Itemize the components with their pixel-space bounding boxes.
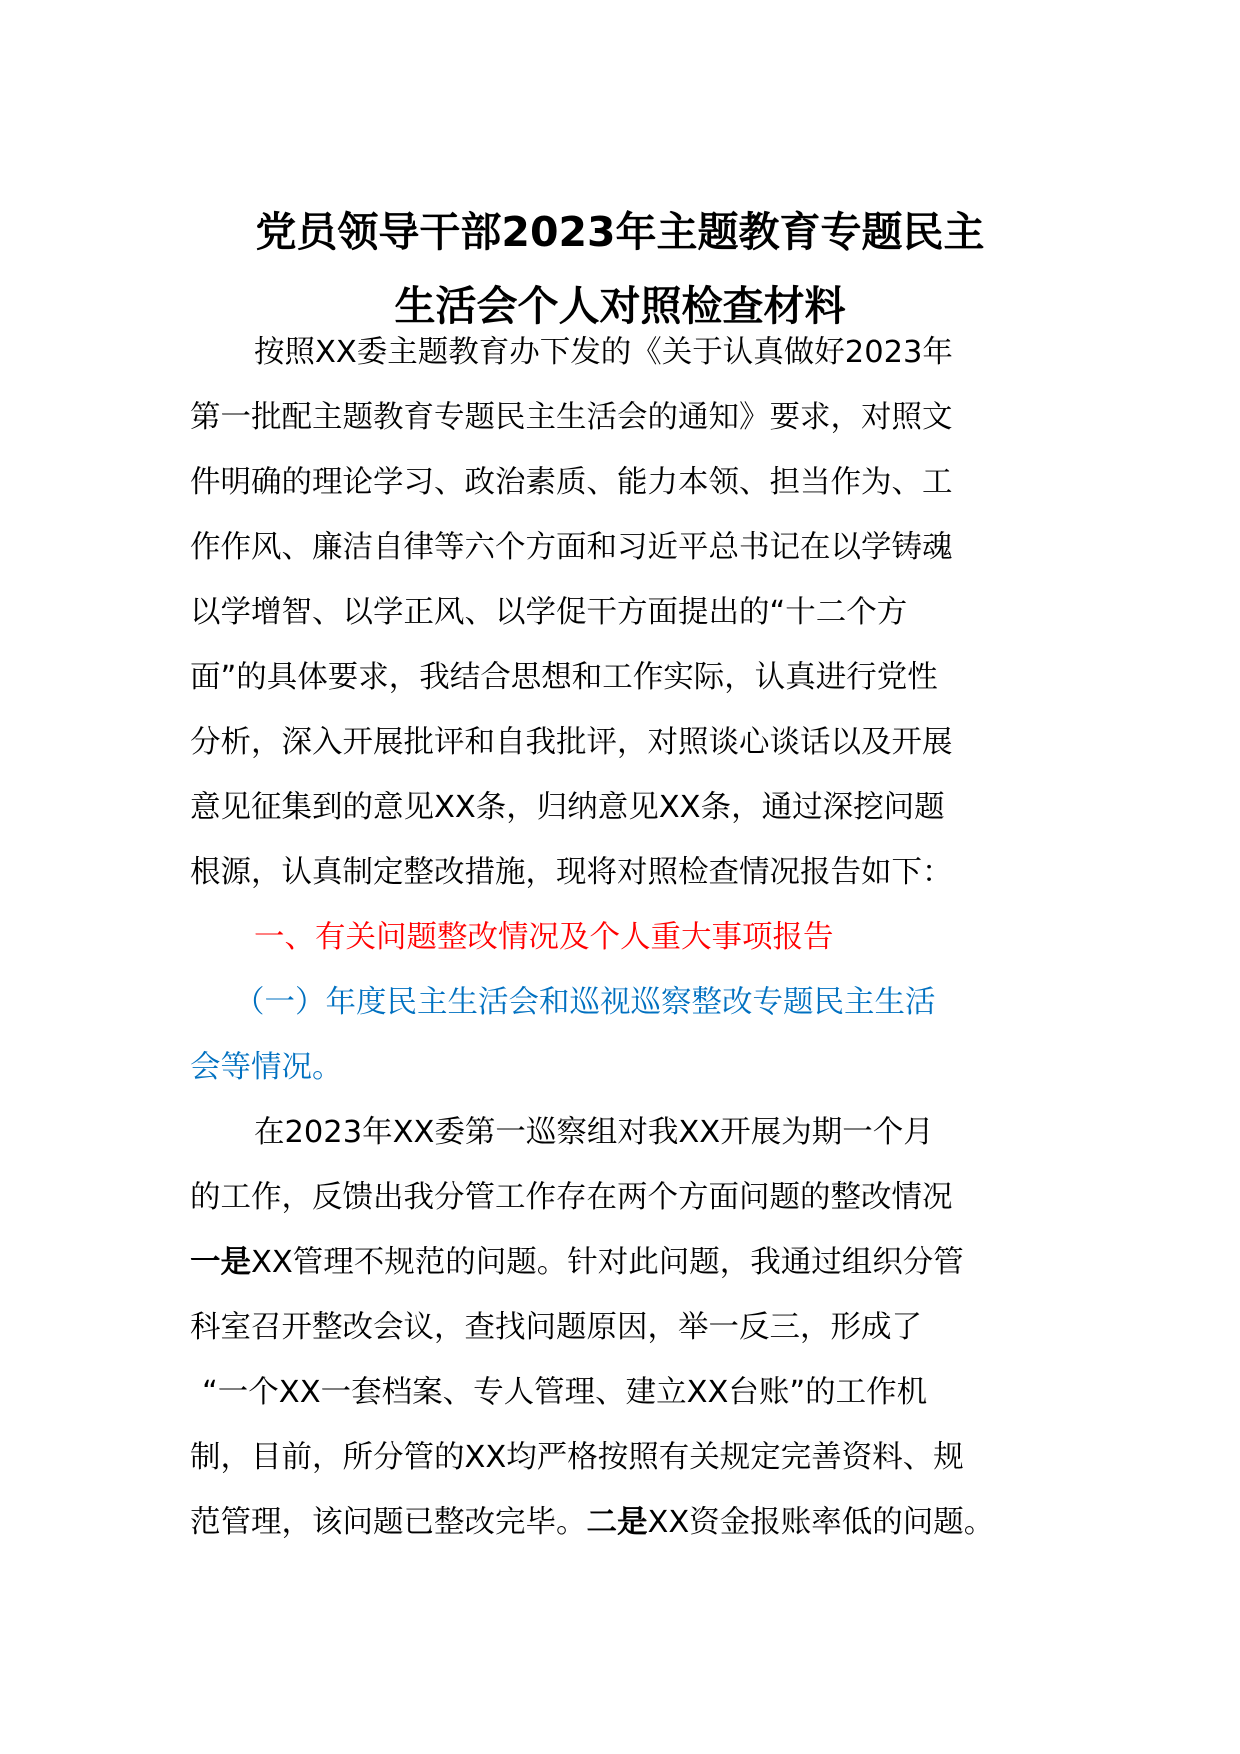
intro-line: 按照XX委主题教育办下发的《关于认真做好2023年 bbox=[254, 335, 953, 370]
intro-line: 分析，深入开展批评和自我批评，对照谈心谈话以及开展 bbox=[190, 725, 953, 760]
subsection-heading-1-line-1: （一）年度民主生活会和巡视巡察整改专题民主生活 bbox=[234, 985, 936, 1020]
intro-line: 第一批配主题教育专题民主生活会的通知》要求，对照文 bbox=[190, 400, 953, 435]
intro-line: 根源，认真制定整改措施，现将对照检查情况报告如下： bbox=[190, 855, 953, 890]
paragraph-2-line: 的工作，反馈出我分管工作存在两个方面问题的整改情况 bbox=[190, 1180, 953, 1215]
intro-paragraph bbox=[190, 320, 1070, 1555]
point-one-text: XX管理不规范的问题。针对此问题，我通过组织分管 bbox=[251, 1245, 964, 1280]
point-two-text: XX资金报账率低的问题。 bbox=[647, 1505, 995, 1540]
subsection-heading-1-line-2: 会等情况。 bbox=[190, 1050, 343, 1085]
point-two-label: 二是 bbox=[586, 1505, 648, 1540]
paragraph-2-line bbox=[190, 1230, 1070, 1295]
title-line-2: 生活会个人对照检查材料 bbox=[394, 282, 846, 330]
intro-line: 意见征集到的意见XX条，归纳意见XX条，通过深挖问题 bbox=[190, 790, 945, 825]
paragraph-2-line: 科室召开整改会议，查找问题原因，举一反三，形成了 bbox=[190, 1310, 922, 1345]
paragraph-2-line: “一个XX一套档案、专人管理、建立XX台账”的工作机 bbox=[202, 1375, 928, 1410]
intro-line: 件明确的理论学习、政治素质、能力本领、担当作为、工 bbox=[190, 465, 953, 500]
paragraph-2-line bbox=[190, 1490, 1070, 1555]
point-one-label: 一是 bbox=[190, 1245, 251, 1280]
intro-line: 以学增智、以学正风、以学促干方面提出的“十二个方 bbox=[190, 595, 908, 630]
point-one-conclusion: 范管理，该问题已整改完毕。 bbox=[190, 1505, 587, 1540]
paragraph-2-line: 制，目前，所分管的XX均严格按照有关规定完善资料、规 bbox=[190, 1440, 964, 1475]
intro-line: 作作风、廉洁自律等六个方面和习近平总书记在以学铸魂 bbox=[190, 530, 953, 565]
title-line-1: 党员领导干部2023年主题教育专题民主 bbox=[255, 208, 985, 256]
section-heading-1: 一、有关问题整改情况及个人重大事项报告 bbox=[254, 920, 834, 955]
intro-line: 面”的具体要求，我结合思想和工作实际，认真进行党性 bbox=[190, 660, 938, 695]
paragraph-2-line: 在2023年XX委第一巡察组对我XX开展为期一个月 bbox=[254, 1115, 934, 1150]
